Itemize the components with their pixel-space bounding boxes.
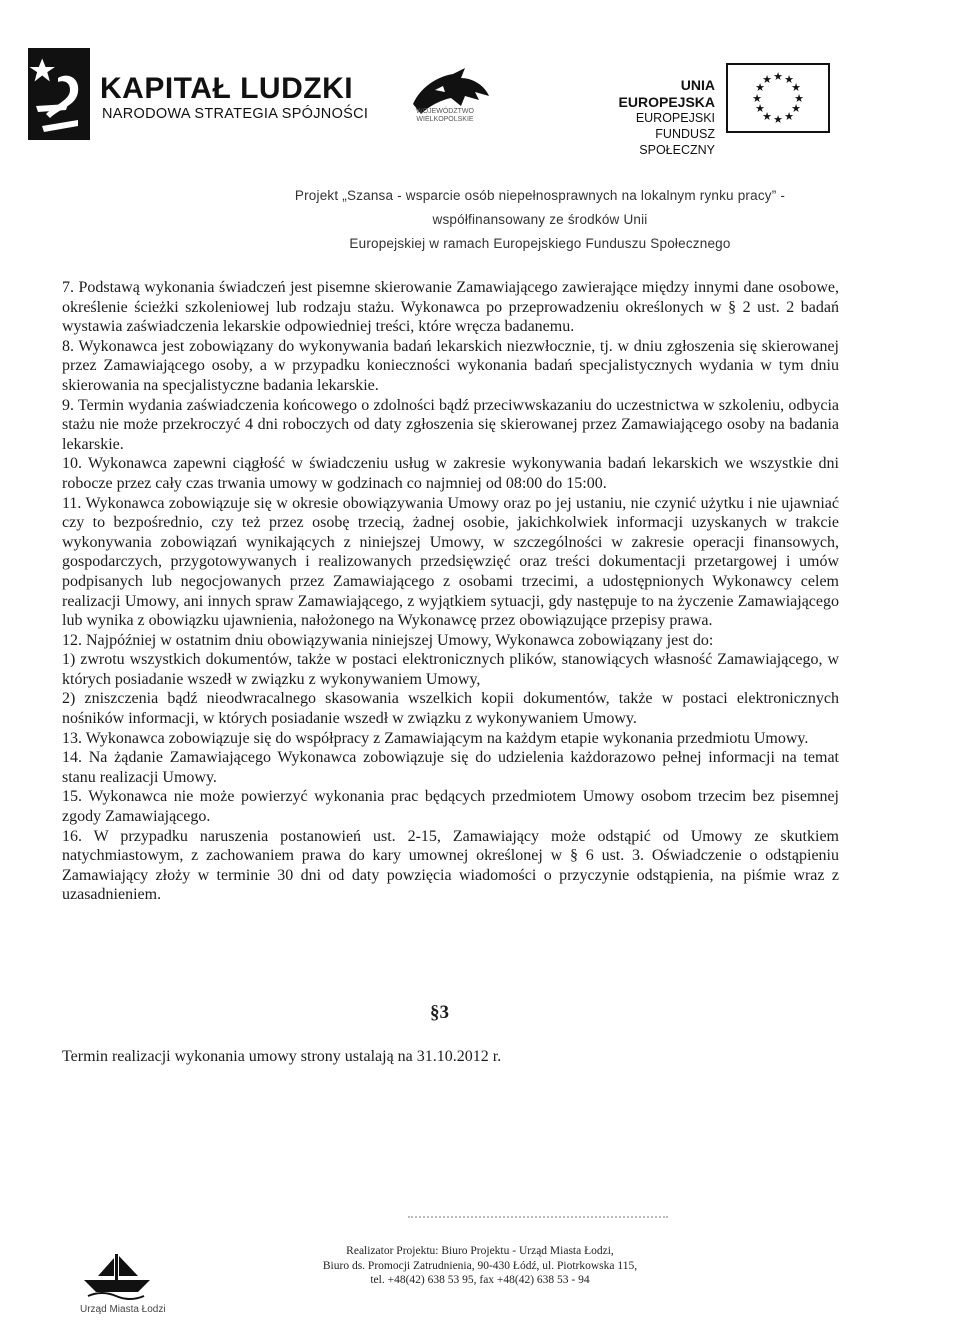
project-line-1: Projekt „Szansa - wsparcie osób niepełnosprawnych na lokalnym rynku pracy” - współfinansowany ze środków Unii — [294, 188, 786, 227]
paragraph-8: 8. Wykonawca jest zobowiązany do wykonywania badań lekarskich niezwłocznie, tj. w dniu zgłoszenia się skierowanej przez Zamawiającego osoby, a w przypadku konieczności wykonania badań specjalistycznych wydania w tym dniu skierowania na specjalistyczne badania lekarskie. — [62, 337, 839, 394]
paragraph-13: 13. Wykonawca zobowiązuje się do współpracy z Zamawiającym na każdym etapie wykonania przedmiotu Umowy. — [62, 729, 809, 747]
eu-social-fund-label: FUNDUSZ SPOŁECZNY — [639, 127, 715, 157]
svg-text:★: ★ — [762, 110, 772, 123]
paragraph-12: 12. Najpóźniej w ostatnim dniu obowiązywania niniejszej Umowy, Wykonawca zobowiązany jest do: — [62, 631, 714, 649]
footer-contact — [250, 1244, 710, 1288]
paragraph-9: 9. Termin wydania zaświadczenia końcowego o zdolności bądź przeciwwskazaniu do uczestnictwa w szkoleniu, odbycia stażu nie może przekroczyć 4 dni roboczych od daty zgłoszenia się skierowanej przez Zamawiającego osoby na badania lekarskie. — [62, 396, 839, 453]
svg-text:★: ★ — [773, 70, 783, 83]
svg-text:★: ★ — [784, 110, 794, 123]
svg-text:★: ★ — [755, 81, 765, 94]
footer-divider — [408, 1216, 668, 1218]
svg-text:★: ★ — [773, 113, 783, 126]
eu-european-label: EUROPEJSKI — [635, 111, 715, 125]
paragraph-15: 15. Wykonawca nie może powierzyć wykonania prac będących przedmiotem Umowy osobom trzecim bez pisemnej zgody Zamawiającego. — [62, 788, 839, 826]
project-info — [240, 184, 840, 256]
paragraph-7: 7. Podstawą wykonania świadczeń jest pisemne skierowanie Zamawiającego zawierające między innymi dane osobowe, określenie ścieżki szkoleniowej lub rodzaju stażu. Wykonawca po przeprowadzeniu określonych w § 2 ust. 2 badań wystawia zaświadczenia lekarskie odpowiedniej treści, które wręcza badanemu. — [62, 279, 839, 336]
paragraph-14: 14. Na żądanie Zamawiającego Wykonawca zobowiązuje się do udzielenia każdorazowo pełnej informacji na temat stanu realizacji Umowy. — [62, 749, 839, 786]
svg-text:★: ★ — [762, 73, 772, 86]
paragraph-10: 10. Wykonawca zapewni ciągłość w świadczeniu usług w zakresie wykonywania badań lekarskich we wszystkie dni robocze przez cały czas trwania umowy w godzinach co najmniej od 08:00 do 15:00. — [62, 455, 839, 492]
term-text: Termin realizacji wykonania umowy strony ustalają na 31.10.2012 r. — [62, 1048, 502, 1065]
lodz-city-boat-icon — [78, 1250, 156, 1302]
footer-line-2: Biuro ds. Promocji Zatrudnienia, 90-430 Łódź, ul. Piotrkowska 115, — [322, 1259, 638, 1272]
contract-body — [62, 278, 839, 905]
svg-text:★: ★ — [752, 92, 762, 105]
kapital-ludzki-subtitle: NARODOWA STRATEGIA SPÓJNOŚCI — [102, 106, 369, 122]
wielkopolska-eagle-icon — [395, 66, 491, 136]
paragraph-12-item-1: 1) zwrotu wszystkich dokumentów, także w postaci elektronicznych plików, stanowiących własność Zamawiającego, w których posiadanie wszedł w związku z wykonywaniem Umowy, — [62, 651, 839, 688]
paragraph-12-item-2: 2) zniszczenia bądź nieodwracalnego skasowania wszelkich kopii dokumentów, także w postaci elektronicznych nośników informacji, w których posiadanie wszedł w związku z wykonywaniem Umowy. — [62, 690, 839, 728]
footer-line-1: Realizator Projektu: Biuro Projektu - Urząd Miasta Łodzi, — [346, 1245, 614, 1257]
svg-text:★: ★ — [791, 102, 801, 115]
wielkopolska-label: WOJEWÓDZTWO WIELKOPOLSKIE — [416, 108, 474, 123]
paragraph-11: 11. Wykonawca zobowiązuje się w okresie obowiązywania Umowy oraz po jej ustaniu, nie czynić użytku i nie ujawniać czy to bezpośrednio, czy też przez osobę trzecią, żadnej osobie, jakichkolwiek informacji uzyskanych w trakcie wykonywania zobowiązań wynikających z niniejszej Umowy, w szczególności w zakresie operacji finansowych, gospodarczych, przygotowywanych i realizowanych przedsięwzięć oraz treści dokumentacji przetargowej i umów podpisanych lub negocjowanych przez Zamawiającego z osobami trzecimi, a udostępnionych Wykonawcy celem realizacji Umowy, ani innych spraw Zamawiającego, z wyjątkiem sytuacji, gdy następuje to na życzenie Zamawiającego lub wynika z obowiązku ujawnienia, nałożonego na Wykonawcę przez obowiązujące przepisy prawa. — [62, 494, 839, 630]
eu-union-label: UNIA EUROPEJSKA — [618, 77, 715, 110]
section-heading: §3 — [430, 1002, 449, 1023]
lodz-city-label: Urząd Miasta Łodzi — [80, 1304, 166, 1315]
svg-text:★: ★ — [755, 102, 765, 115]
footer-line-3: tel. +48(42) 638 53 95, fax +48(42) 638 53 - 94 — [370, 1274, 590, 1286]
svg-text:★: ★ — [784, 73, 794, 86]
eu-fund-label — [585, 77, 715, 158]
svg-text:★: ★ — [791, 81, 801, 94]
svg-text:★: ★ — [794, 92, 804, 105]
kapital-ludzki-title: KAPITAŁ LUDZKI — [100, 72, 354, 105]
project-line-2: Europejskiej w ramach Europejskiego Funduszu Społecznego — [349, 236, 731, 251]
paragraph-16: 16. W przypadku naruszenia postanowień ust. 2-15, Zamawiający może odstąpić od Umowy ze skutkiem natychmiastowym, z zachowaniem prawa do kary umownej określonej w § 6 ust. 3. Oświadczenie o odstąpieniu Zamawiający złoży w terminie 30 dni od daty powzięcia wiadomości o przyczynie odstąpienia, na piśmie wraz z uzasadnieniem. — [62, 827, 839, 904]
eu-flag-icon — [726, 63, 830, 133]
kapital-ludzki-logo-icon — [28, 48, 90, 140]
